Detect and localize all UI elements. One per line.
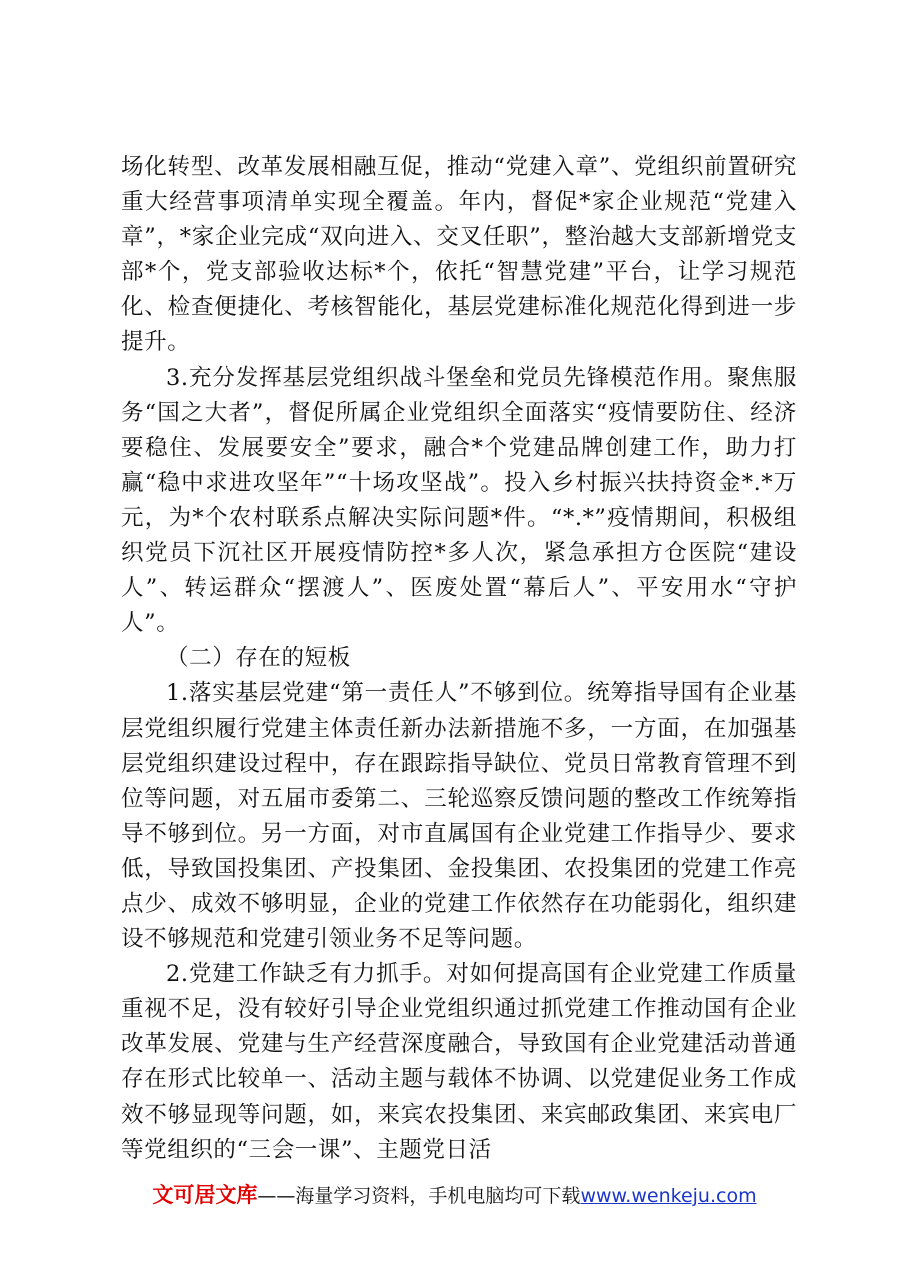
paragraph-shortcoming-1: 1.落实基层党建“第一责任人”不够到位。统筹指导国有企业基层党组织履行党建主体责任新办法新措施不多，一方面，在加强基层党组织建设过程中，存在跟踪指导缺位、党员日常教育管理不到位等问题，对五届市委第二、三轮巡察反馈问题的整改工作统筹指导不够到位。另一方面，对市直属国有企业党建工作指导少、要求低，导致国投集团、产投集团、金投集团、农投集团的党建工作亮点少、成效不够明显，企业的党建工作依然存在功能弱化，组织建设不够规范和党建引领业务不足等问题。	[121, 680, 797, 953]
footer-brand: 文可居文库	[152, 1183, 258, 1207]
section-heading-shortcomings: （二）存在的短板	[166, 645, 351, 672]
document-body	[121, 150, 797, 1168]
paragraph-continuation: 场化转型、改革发展相融互促，推动“党建入章”、党组织前置研究重大经营事项清单实现全覆盖。年内，督促*家企业规范“党建入章”，*家企业完成“双向进入、交叉任职”，整治越大支部新增党支部*个，党支部验收达标*个，依托“智慧党建”平台，让学习规范化、检查便捷化、考核智能化，基层党建标准化规范化得到进一步提升。	[121, 154, 797, 356]
footer-banner	[0, 1180, 909, 1211]
paragraph-shortcoming-2: 2.党建工作缺乏有力抓手。对如何提高国有企业党建工作质量重视不足，没有较好引导企业党组织通过抓党建工作推动国有企业改革发展、党建与生产经营深度融合，导致国有企业党建活动普通存在形式比较单一、活动主题与载体不协调、以党建促业务工作成效不够显现等问题，如，来宾农投集团、来宾邮政集团、来宾电厂等党组织的“三会一课”、主题党日活	[121, 961, 797, 1163]
footer-tagline: ——海量学习资料，手机电脑均可下载	[257, 1185, 581, 1207]
footer-site-link[interactable]: www.wenkeju.com	[580, 1185, 757, 1207]
paragraph-item-3: 3.充分发挥基层党组织战斗堡垒和党员先锋模范作用。聚焦服务“国之大者”，督促所属企业党组织全面落实“疫情要防住、经济要稳住、发展要安全”要求，融合*个党建品牌创建工作，助力打赢“稳中求进攻坚年”“十场攻坚战”。投入乡村振兴扶持资金*.*万元，为*个农村联系点解决实际问题*件。“*.*”疫情期间，积极组织党员下沉社区开展疫情防控*多人次，紧急承担方仓医院“建设人”、转运群众“摆渡人”、医废处置“幕后人”、平安用水“守护人”。	[121, 364, 797, 637]
